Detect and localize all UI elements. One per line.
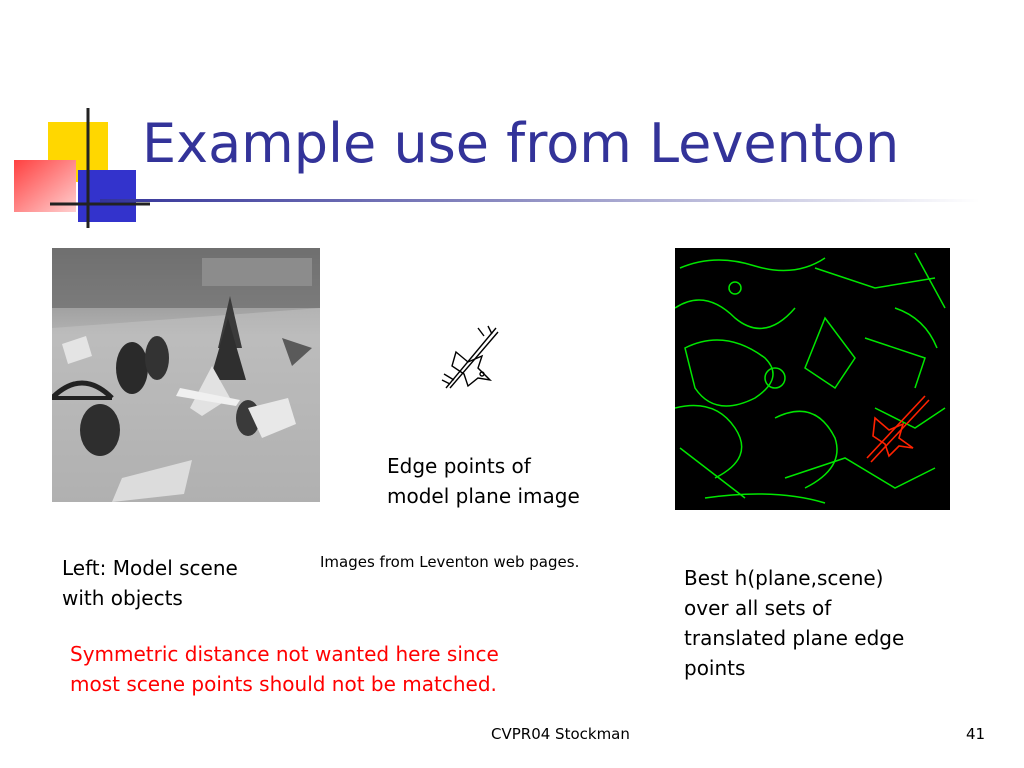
model-plane-edge-image [438, 322, 504, 394]
symmetric-distance-note [70, 639, 499, 699]
best-match-caption [684, 563, 946, 683]
edge-map-best-match-image [675, 248, 950, 510]
model-scene-caption [62, 553, 238, 613]
model-scene-image [52, 248, 320, 502]
scene-caption-line-2: with objects [62, 586, 183, 610]
red-note-line-2: most scene points should not be matched. [70, 672, 497, 696]
title-underline [100, 199, 980, 202]
best-caption-line-2: over all sets of [684, 596, 832, 620]
edge-points-caption [387, 451, 580, 511]
best-caption-line-3: translated plane edge [684, 626, 905, 650]
image-credits: Images from Leventon web pages. [320, 553, 580, 571]
slide-logo-decoration [0, 100, 150, 230]
edge-caption-line-2: model plane image [387, 484, 580, 508]
best-caption-line-1: Best h(plane,scene) [684, 566, 884, 590]
page-number: 41 [966, 725, 986, 743]
footer-text: CVPR04 Stockman [491, 725, 630, 743]
slide-title: Example use from Leventon [142, 112, 900, 175]
scene-caption-line-1: Left: Model scene [62, 556, 238, 580]
red-note-line-1: Symmetric distance not wanted here since [70, 642, 499, 666]
best-caption-line-4: points [684, 656, 746, 680]
edge-caption-line-1: Edge points of [387, 454, 531, 478]
